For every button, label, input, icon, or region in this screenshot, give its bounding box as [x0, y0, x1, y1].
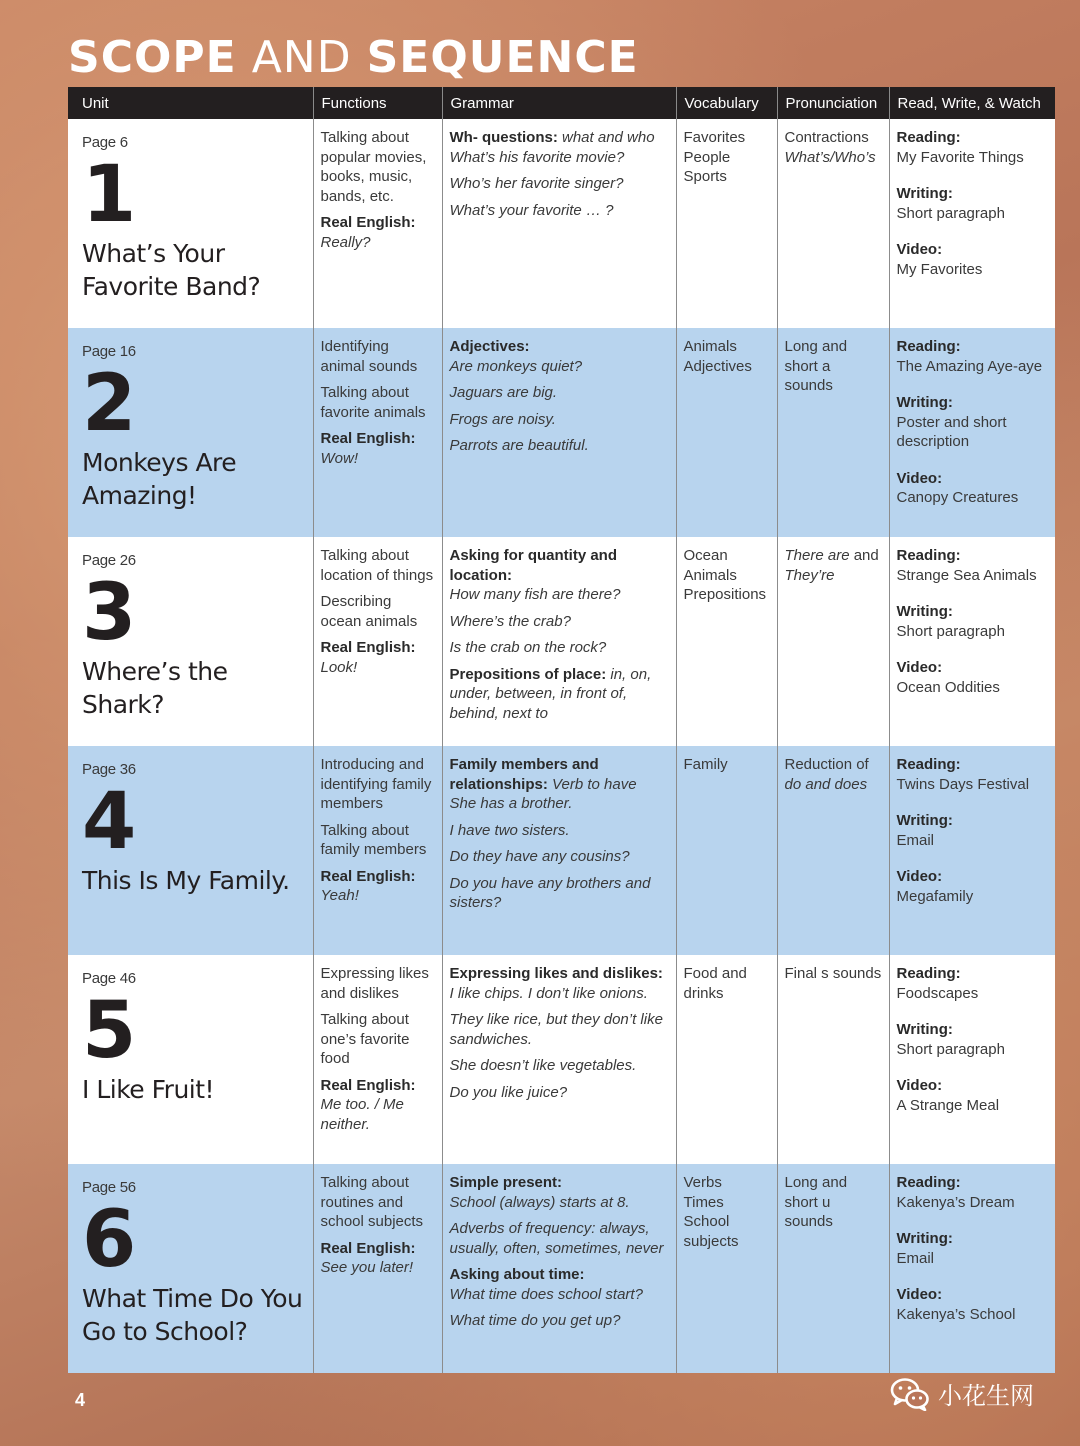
- real-english-text: Wow!: [320, 449, 358, 467]
- grammar-heading: Asking for quantity and location:: [449, 547, 618, 584]
- rww-label: Video:: [896, 241, 943, 258]
- unit-page: Page 46: [82, 970, 136, 987]
- grammar-block: [450, 1311, 669, 1331]
- real-english: [321, 429, 435, 468]
- grammar-example: Parrots are beautiful.: [449, 437, 589, 454]
- unit-title: Monkeys Are Amazing!: [82, 447, 237, 510]
- real-english-label: Real English:: [320, 1076, 416, 1094]
- grammar-block: [450, 1219, 669, 1258]
- real-english: [321, 1239, 435, 1278]
- unit-cell: [68, 537, 313, 746]
- rww-block: [897, 964, 1049, 1003]
- grammar-heading: Prepositions of place:: [449, 665, 607, 683]
- rww-block: [897, 469, 1049, 508]
- rww-value: Kakenya’s Dream: [896, 1193, 1015, 1211]
- function-item: Identifying animal sounds: [320, 338, 418, 375]
- col-header-pronunciation: Pronunciation: [777, 87, 889, 119]
- rww-block: [897, 811, 1049, 850]
- vocabulary-item: Family: [683, 756, 728, 773]
- functions-cell: [313, 1164, 442, 1373]
- grammar-block: [450, 337, 669, 376]
- rww-value: Foodscapes: [896, 984, 979, 1002]
- unit-page: Page 16: [82, 343, 136, 360]
- pronunciation-cell: [777, 119, 889, 328]
- grammar-cell: [442, 119, 676, 328]
- grammar-block: [450, 1083, 669, 1103]
- grammar-block: [450, 201, 669, 221]
- grammar-heading: Asking about time:: [449, 1266, 585, 1283]
- rww-block: [897, 128, 1049, 167]
- vocabulary-cell: [676, 955, 777, 1164]
- grammar-block: [450, 638, 669, 658]
- rww-label: Video:: [896, 1077, 943, 1094]
- vocabulary-item: Favorites: [683, 129, 746, 146]
- grammar-example: What’s his favorite movie?: [449, 148, 625, 166]
- function-item: Talking about routines and school subjects: [320, 1174, 424, 1230]
- grammar-block: [450, 410, 669, 430]
- functions-cell: [313, 328, 442, 537]
- real-english-label: Real English:: [320, 214, 416, 231]
- pronunciation-cell: [777, 328, 889, 537]
- grammar-heading: Wh- questions:: [449, 129, 558, 146]
- unit-page: Page 56: [82, 1179, 136, 1196]
- rww-block: [897, 755, 1049, 794]
- real-english-text: Yeah!: [320, 887, 359, 904]
- unit-row: [68, 955, 1055, 1164]
- grammar-example: I like chips. I don’t like onions.: [449, 984, 648, 1002]
- unit-cell: [68, 955, 313, 1164]
- unit-title: What Time Do You Go to School?: [82, 1283, 303, 1346]
- rww-label: Writing:: [896, 1021, 953, 1038]
- functions-cell: [313, 537, 442, 746]
- grammar-example: Where’s the crab?: [449, 612, 571, 630]
- grammar-block: [450, 665, 669, 724]
- grammar-example: Are monkeys quiet?: [449, 357, 583, 375]
- grammar-example: School (always) starts at 8.: [449, 1193, 630, 1211]
- real-english: [321, 213, 435, 252]
- grammar-block: [450, 436, 669, 456]
- rww-value: Short paragraph: [896, 204, 1005, 222]
- rww-label: Video:: [896, 868, 943, 885]
- grammar-example: Adverbs of frequency: always, usually, often, sometimes, never: [449, 1220, 664, 1257]
- grammar-block: [450, 874, 669, 913]
- grammar-example: Do you like juice?: [449, 1083, 568, 1101]
- grammar-example: How many fish are there?: [449, 586, 621, 603]
- rww-value: My Favorite Things: [896, 148, 1024, 166]
- vocabulary-item: Prepositions: [683, 586, 767, 603]
- rww-cell: [889, 746, 1055, 955]
- rww-label: Reading:: [896, 338, 961, 355]
- rww-value: My Favorites: [896, 260, 983, 278]
- pronunciation-cell: [777, 746, 889, 955]
- pronunciation-text: Reduction of: [784, 756, 869, 773]
- grammar-example: They like rice, but they don’t like sandwiches.: [449, 1011, 663, 1048]
- unit-row: [68, 537, 1055, 746]
- unit-page: Page 6: [82, 134, 128, 151]
- grammar-example: Who’s her favorite singer?: [449, 175, 624, 192]
- pronunciation-italic: do and does: [784, 775, 868, 793]
- rww-block: [897, 1229, 1049, 1268]
- col-header-rww: Read, Write, & Watch: [889, 87, 1055, 119]
- grammar-block: [450, 174, 669, 194]
- grammar-cell: [442, 746, 676, 955]
- vocabulary-item: Ocean: [683, 547, 728, 564]
- unit-title: I Like Fruit!: [82, 1074, 215, 1104]
- vocabulary-item: Sports: [683, 168, 727, 185]
- real-english-label: Real English:: [320, 639, 416, 656]
- real-english-text: See you later!: [320, 1259, 414, 1276]
- rww-value: Poster and short description: [896, 413, 1007, 450]
- unit-cell: [68, 746, 313, 955]
- vocabulary-cell: [676, 537, 777, 746]
- grammar-block: [450, 755, 669, 814]
- unit-title: This Is My Family.: [82, 865, 290, 895]
- pronunciation-italic: What’s/Who’s: [784, 148, 876, 166]
- page-title: [68, 32, 639, 83]
- vocabulary-cell: [676, 328, 777, 537]
- unit-page: Page 26: [82, 552, 136, 569]
- pronunciation-cell: [777, 1164, 889, 1373]
- function-item: Talking about location of things: [320, 547, 434, 584]
- function-item: Talking about popular movies, books, music, bands, etc.: [320, 129, 427, 205]
- rww-block: [897, 867, 1049, 906]
- vocabulary-item: Animals: [683, 566, 737, 584]
- rww-block: [897, 184, 1049, 223]
- unit-cell: [68, 119, 313, 328]
- grammar-block: [450, 546, 669, 605]
- grammar-cell: [442, 537, 676, 746]
- grammar-example: What time do you get up?: [449, 1312, 621, 1329]
- grammar-block: [450, 1010, 669, 1049]
- rww-label: Video:: [896, 659, 943, 676]
- function-item: Introducing and identifying family members: [320, 756, 432, 812]
- rww-value: Short paragraph: [896, 622, 1005, 640]
- grammar-block: [450, 821, 669, 841]
- real-english-label: Real English:: [320, 430, 416, 447]
- vocabulary-item: Adjectives: [683, 357, 752, 375]
- rww-cell: [889, 1164, 1055, 1373]
- rww-value: The Amazing Aye-aye: [896, 357, 1043, 375]
- pronunciation-text: Contractions: [784, 129, 869, 146]
- grammar-heading: Expressing likes and dislikes:: [449, 965, 663, 982]
- col-header-functions: Functions: [313, 87, 442, 119]
- rww-block: [897, 1173, 1049, 1212]
- unit-number: 4: [82, 776, 137, 867]
- real-english-text: Me too. / Me neither.: [320, 1096, 404, 1133]
- grammar-block: [450, 847, 669, 867]
- scope-table: [68, 87, 1055, 1373]
- vocabulary-item: School subjects: [683, 1213, 739, 1250]
- vocabulary-item: Food and drinks: [683, 965, 747, 1002]
- grammar-example: What time does school start?: [449, 1285, 643, 1303]
- real-english: [321, 1076, 435, 1135]
- rww-label: Writing:: [896, 812, 953, 829]
- grammar-block: [450, 1056, 669, 1076]
- rww-label: Reading:: [896, 129, 961, 146]
- real-english-label: Real English:: [320, 867, 416, 885]
- grammar-block: [450, 1173, 669, 1212]
- rww-label: Writing:: [896, 1230, 953, 1247]
- rww-label: Video:: [896, 1286, 943, 1303]
- rww-cell: [889, 955, 1055, 1164]
- grammar-block: [450, 964, 669, 1003]
- grammar-example: Is the crab on the rock?: [449, 639, 607, 656]
- function-item: Talking about favorite animals: [320, 384, 426, 421]
- watermark: [890, 1376, 1034, 1411]
- grammar-example: She doesn’t like vegetables.: [449, 1057, 637, 1074]
- unit-page: Page 36: [82, 761, 136, 778]
- grammar-block: [450, 383, 669, 403]
- vocabulary-item: Times: [683, 1193, 724, 1211]
- rww-label: Video:: [896, 469, 943, 487]
- vocabulary-cell: [676, 119, 777, 328]
- unit-row: [68, 328, 1055, 537]
- function-item: Talking about family members: [320, 821, 427, 858]
- rww-label: Writing:: [896, 603, 953, 620]
- function-item: Describing ocean animals: [320, 593, 418, 630]
- unit-cell: [68, 328, 313, 537]
- pronunciation-text: and: [853, 547, 879, 564]
- functions-cell: [313, 955, 442, 1164]
- unit-row: [68, 1164, 1055, 1373]
- unit-number: 3: [82, 567, 137, 658]
- real-english: [321, 867, 435, 906]
- rww-cell: [889, 119, 1055, 328]
- rww-cell: [889, 537, 1055, 746]
- rww-block: [897, 393, 1049, 452]
- real-english-text: Look!: [320, 658, 358, 676]
- pronunciation-cell: [777, 955, 889, 1164]
- rww-label: Reading:: [896, 965, 961, 982]
- pronunciation-text: Long and short a sounds: [784, 338, 848, 394]
- unit-title: Where’s the Shark?: [82, 656, 228, 719]
- rww-value: Email: [896, 1249, 935, 1267]
- col-header-vocabulary: Vocabulary: [676, 87, 777, 119]
- title-word-and: AND: [251, 32, 352, 83]
- unit-cell: [68, 1164, 313, 1373]
- grammar-example: Frogs are noisy.: [449, 410, 556, 428]
- functions-cell: [313, 119, 442, 328]
- rww-block: [897, 546, 1049, 585]
- rww-block: [897, 337, 1049, 376]
- rww-value: A Strange Meal: [896, 1096, 1000, 1114]
- grammar-example: What’s your favorite … ?: [449, 201, 614, 219]
- function-item: Expressing likes and dislikes: [320, 965, 429, 1002]
- rww-value: Short paragraph: [896, 1040, 1005, 1058]
- grammar-example: Do they have any cousins?: [449, 848, 630, 865]
- unit-row: [68, 746, 1055, 955]
- vocabulary-item: People: [683, 148, 731, 166]
- rww-value: Megafamily: [896, 887, 974, 905]
- pronunciation-cell: [777, 537, 889, 746]
- rww-block: [897, 1020, 1049, 1059]
- rww-value: Strange Sea Animals: [896, 566, 1037, 584]
- rww-label: Writing:: [896, 185, 953, 202]
- real-english-label: Real English:: [320, 1239, 416, 1257]
- col-header-unit: Unit: [68, 87, 313, 119]
- grammar-cell: [442, 955, 676, 1164]
- grammar-heading: Family members and relationships:: [449, 756, 599, 793]
- rww-cell: [889, 328, 1055, 537]
- grammar-heading: Simple present:: [449, 1174, 563, 1191]
- real-english-text: Really?: [320, 233, 371, 251]
- rww-label: Writing:: [896, 394, 953, 411]
- vocabulary-cell: [676, 746, 777, 955]
- rww-value: Email: [896, 831, 935, 849]
- col-header-grammar: Grammar: [442, 87, 676, 119]
- vocabulary-item: Verbs: [683, 1174, 722, 1191]
- functions-cell: [313, 746, 442, 955]
- unit-number: 1: [82, 149, 137, 240]
- rww-block: [897, 602, 1049, 641]
- unit-number: 6: [82, 1194, 137, 1285]
- rww-label: Reading:: [896, 547, 961, 564]
- grammar-cell: [442, 328, 676, 537]
- rww-label: Reading:: [896, 1174, 961, 1191]
- rww-value: Twins Days Festival: [896, 775, 1030, 793]
- pronunciation-text: Long and short u sounds: [784, 1174, 848, 1230]
- grammar-heading: Adjectives:: [449, 338, 530, 355]
- rww-block: [897, 1076, 1049, 1115]
- grammar-example: Jaguars are big.: [449, 384, 558, 401]
- rww-label: Reading:: [896, 756, 961, 773]
- grammar-block: [450, 612, 669, 632]
- vocabulary-item: Animals: [683, 338, 737, 355]
- pronunciation-italic: There are: [784, 547, 850, 564]
- grammar-text: what and who: [562, 129, 655, 146]
- grammar-text: in, on, under, between, in front of, behind, next to: [449, 665, 652, 722]
- grammar-cell: [442, 1164, 676, 1373]
- grammar-example: I have two sisters.: [449, 821, 570, 839]
- rww-value: Ocean Oddities: [896, 678, 1000, 696]
- grammar-text: Verb to have: [552, 775, 637, 793]
- real-english: [321, 638, 435, 677]
- grammar-block: [450, 1265, 669, 1304]
- header-row: [68, 87, 1055, 119]
- unit-row: [68, 119, 1055, 328]
- rww-value: Kakenya’s School: [896, 1305, 1016, 1323]
- unit-number: 5: [82, 985, 137, 1076]
- pronunciation-text: Final s sounds: [784, 965, 882, 982]
- grammar-block: [450, 128, 669, 167]
- rww-block: [897, 1285, 1049, 1324]
- unit-number: 2: [82, 358, 137, 449]
- wechat-icon: [890, 1377, 930, 1411]
- page-number: 4: [75, 1390, 86, 1410]
- watermark-text: 小花生网: [938, 1382, 1034, 1410]
- vocabulary-cell: [676, 1164, 777, 1373]
- unit-title: What’s Your Favorite Band?: [82, 238, 261, 301]
- title-word-sequence: SEQUENCE: [366, 32, 639, 83]
- rww-block: [897, 658, 1049, 697]
- function-item: Talking about one’s favorite food: [320, 1011, 410, 1067]
- grammar-example: She has a brother.: [449, 795, 573, 812]
- title-word-scope: SCOPE: [68, 32, 237, 83]
- grammar-example: Do you have any brothers and sisters?: [449, 874, 651, 911]
- rww-value: Canopy Creatures: [896, 489, 1019, 506]
- pronunciation-italic-2: They’re: [784, 566, 835, 584]
- rww-block: [897, 240, 1049, 279]
